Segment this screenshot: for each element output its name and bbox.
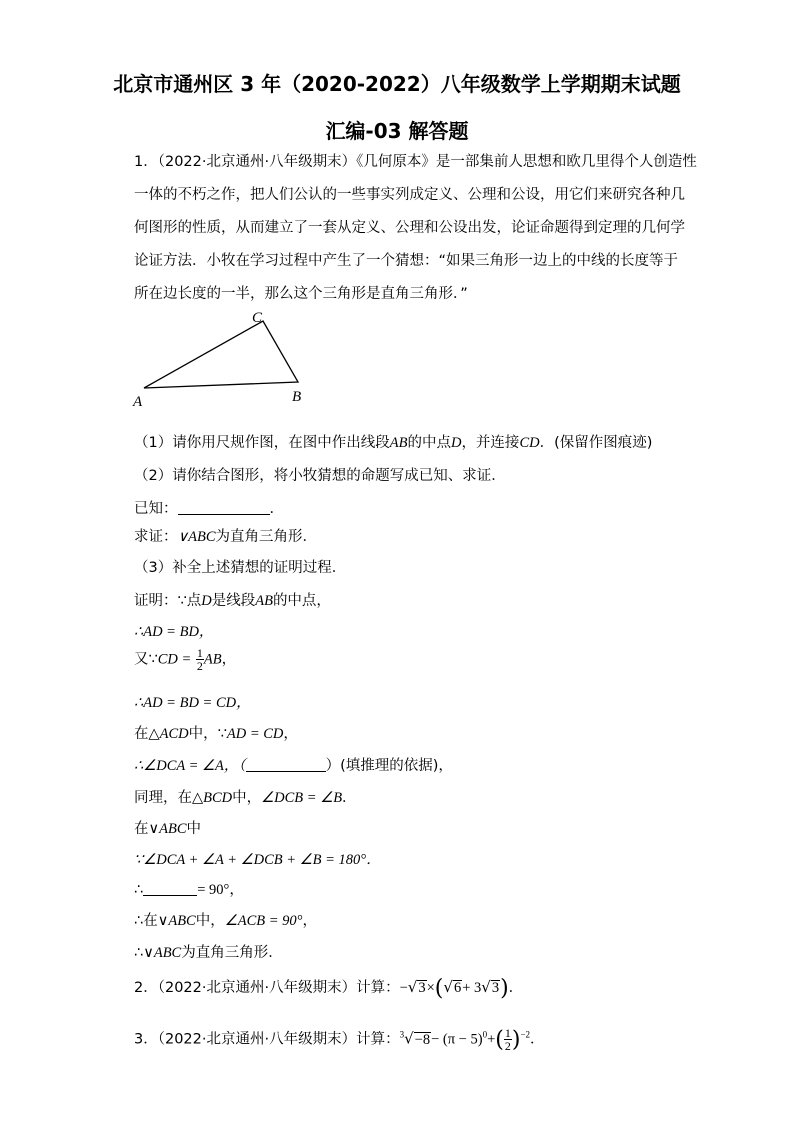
q1-part3: （3）补全上述猜想的证明过程． <box>134 560 347 576</box>
q1-prove: 求证：∨ABC为直角三角形． <box>134 529 317 545</box>
angle-sum-blank[interactable] <box>143 881 197 896</box>
document-title-line1: 北京市通州区 3 年（2020-2022）八年级数学上学期期末试题 <box>113 72 681 96</box>
triangle-figure <box>128 306 318 411</box>
proof-line-2: ∴AD = BD， <box>134 624 214 640</box>
proof-line-6: ∴∠DCA = ∠A，（ ）(填推理的依据)， <box>134 758 453 774</box>
q1-known: 已知： ． <box>134 501 284 517</box>
proof-line-5: 在△ACD中，∵AD = CD， <box>134 726 298 742</box>
q1-intro-line-3: 何图形的性质，从而建立了一套从定义、公理和公设出发，论证命题得到定理的几何学 <box>134 220 685 236</box>
reason-blank[interactable] <box>246 757 326 772</box>
proof-line-4: ∴AD = BD = CD， <box>134 695 251 711</box>
question-3: 3．（2022·北京通州·八年级期末）计算：$^3√-8- (\pi - 5)^0+$( $\frac{1}{2}$ )$^{-2}$． <box>134 1026 545 1053</box>
known-answer-blank[interactable] <box>178 500 270 515</box>
q1-intro-line-1: 1．（2022·北京通州·八年级期末）《几何原本》是一部集前人思想和欧几里得个人创造性 <box>134 154 697 170</box>
proof-line-8: 在∨ABC中 <box>134 821 202 837</box>
question-2: 2．（2022·北京通州·八年级期末）计算：−√3×(√6+ 3√3)． <box>134 976 524 1001</box>
proof-line-3: 又∵CD = $\frac{1}{2}$ AB， <box>134 646 237 673</box>
document-title-line2: 汇编-03 解答题 <box>325 119 469 143</box>
proof-line-9: ∵∠DCA + ∠A + ∠DCB + ∠B = 180°． <box>134 852 381 868</box>
vertex-label-c: C <box>252 310 263 326</box>
fraction-one-half: $\frac{1}{2}$ <box>196 646 203 673</box>
triangle-abc <box>144 321 298 388</box>
q1-intro-line-2: 一体的不朽之作，把人们公认的一些事实列成定义、公理和公设，用它们来研究各种几 <box>134 187 685 203</box>
q1-intro-line-4: 论证方法．小牧在学习过程中产生了一个猜想：“如果三角形一边上的中线的长度等于 <box>134 253 679 269</box>
q1-intro-line-5: 所在边长度的一半，那么这个三角形是直角三角形．” <box>134 286 468 302</box>
proof-line-11: ∴在∨ABC中，∠ACB = 90°， <box>134 913 317 929</box>
proof-line-10: ∴ = 90°， <box>134 882 244 898</box>
vertex-label-a: A <box>133 394 143 410</box>
proof-line-7: 同理，在△BCD中，∠DCB = ∠B． <box>134 790 357 806</box>
vertex-label-b: B <box>292 389 302 405</box>
q1-part2: （2）请你结合图形，将小牧猜想的命题写成已知、求证． <box>134 468 506 484</box>
q1-part1: （1）请你用尺规作图，在图中作出线段AB的中点D，并连接CD．(保留作图痕迹) <box>134 435 653 451</box>
fraction-half-base: $\frac{1}{2}$ <box>504 1026 511 1053</box>
proof-line-12: ∴∨ABC为直角三角形． <box>134 945 283 961</box>
proof-line-1: 证明：∵点D是线段AB的中点， <box>134 593 331 609</box>
